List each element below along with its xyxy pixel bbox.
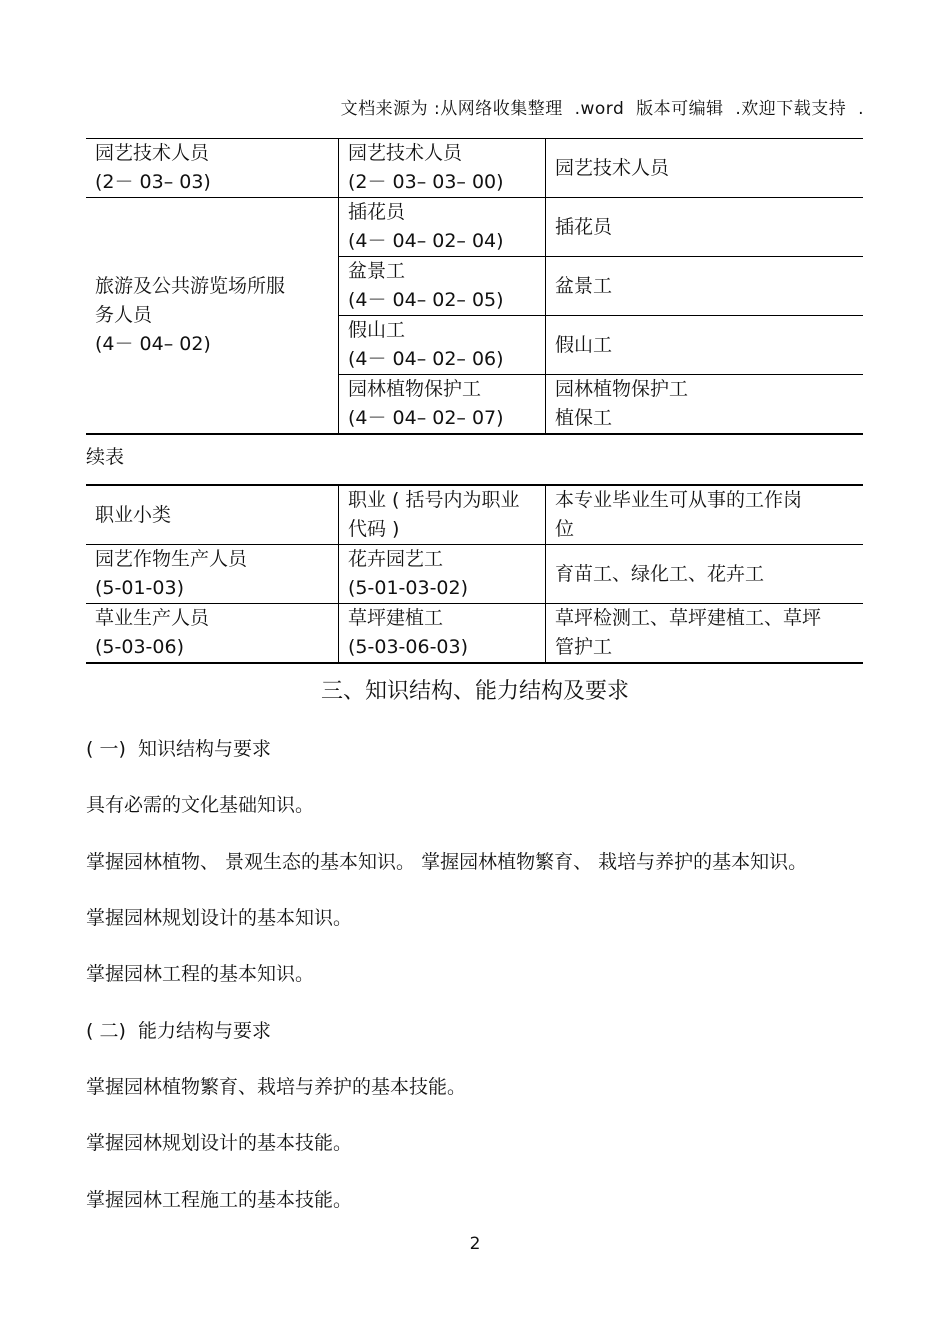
table-cell <box>339 198 546 257</box>
table-row <box>86 604 863 664</box>
table-header-cell <box>546 485 864 545</box>
continued-table <box>86 484 863 664</box>
cell-text: 植保工 <box>555 407 613 429</box>
cell-text: (5-03-06-03) <box>348 636 469 658</box>
cell-text: 草坪检测工、草坪建植工、草坪 <box>555 607 822 629</box>
cell-text: (4－ 04– 02– 05) <box>348 289 504 311</box>
table-cell <box>546 604 864 664</box>
cell-text: 代码 ) <box>348 518 400 540</box>
cell-text: 草业生产人员 <box>95 607 210 629</box>
table-cell <box>86 198 339 435</box>
cell-text: (4－ 04– 02– 04) <box>348 230 504 252</box>
cell-text: (4－ 04– 02) <box>95 333 211 355</box>
cell-text: 务人员 <box>95 304 153 326</box>
table-header-row <box>86 485 863 545</box>
table-cell <box>546 198 864 257</box>
cell-text: 插花员 <box>555 215 613 238</box>
cell-text: 位 <box>555 518 575 540</box>
cell-text: 园艺技术人员 <box>555 156 670 179</box>
table-cell <box>339 375 546 435</box>
cell-text: 园林植物保护工 <box>348 378 482 400</box>
table-cell <box>546 545 864 604</box>
occupation-table <box>86 138 863 435</box>
cell-text: (2－ 03– 03) <box>95 171 211 193</box>
continued-label: 续表 <box>86 446 125 468</box>
table-row <box>86 139 863 198</box>
table-header-cell <box>86 485 339 545</box>
ability-item: 掌握园林工程施工的基本技能。 <box>86 1189 353 1211</box>
table-cell <box>339 545 546 604</box>
cell-text: 草坪建植工 <box>348 607 444 629</box>
cell-text: 园艺技术人员 <box>348 142 463 164</box>
cell-text: (5-01-03-02) <box>348 577 469 599</box>
cell-text: (4－ 04– 02– 07) <box>348 407 504 429</box>
table-cell <box>339 257 546 316</box>
table-cell <box>86 545 339 604</box>
table-cell <box>339 139 546 198</box>
cell-text: 园艺技术人员 <box>95 142 210 164</box>
table-cell <box>86 604 339 664</box>
cell-text: (4－ 04– 02– 06) <box>348 348 504 370</box>
cell-text: 职业 ( 括号内为职业 <box>348 489 520 511</box>
knowledge-item: 掌握园林规划设计的基本知识。 <box>86 907 353 929</box>
knowledge-item: 具有必需的文化基础知识。 <box>86 794 315 816</box>
knowledge-heading: ( 一) 知识结构与要求 <box>86 738 271 760</box>
cell-text: 旅游及公共游览场所服 <box>95 275 286 297</box>
cell-text: 育苗工、绿化工、花卉工 <box>555 562 765 585</box>
table-cell <box>546 375 864 435</box>
table-cell <box>546 257 864 316</box>
cell-text: 假山工 <box>555 333 613 356</box>
ability-item: 掌握园林植物繁育、栽培与养护的基本技能。 <box>86 1076 467 1098</box>
table-row <box>86 198 863 257</box>
cell-text: 花卉园艺工 <box>348 548 444 570</box>
table-cell <box>339 316 546 375</box>
cell-text: 职业小类 <box>95 503 172 526</box>
cell-text: (2－ 03– 03– 00) <box>348 171 504 193</box>
section-title: 三、知识结构、能力结构及要求 <box>320 679 629 704</box>
cell-text: 假山工 <box>348 319 406 341</box>
knowledge-item: 掌握园林工程的基本知识。 <box>86 963 315 985</box>
cell-text: 插花员 <box>348 201 406 223</box>
cell-text: 盆景工 <box>555 274 613 297</box>
page-header: 文档来源为 :从网络收集整理 .word 版本可编辑 .欢迎下载支持 . <box>340 99 864 119</box>
table-cell <box>546 139 864 198</box>
ability-heading: ( 二) 能力结构与要求 <box>86 1020 271 1042</box>
ability-item: 掌握园林规划设计的基本技能。 <box>86 1132 353 1154</box>
knowledge-item: 掌握园林植物、 景观生态的基本知识。 掌握园林植物繁育、 栽培与养护的基本知识。 <box>86 851 808 873</box>
cell-text: 管护工 <box>555 636 613 658</box>
table-row <box>86 545 863 604</box>
cell-text: (5-01-03) <box>95 577 184 599</box>
cell-text: 本专业毕业生可从事的工作岗 <box>555 489 803 511</box>
table-cell <box>339 604 546 664</box>
table-cell <box>86 139 339 198</box>
cell-text: 园艺作物生产人员 <box>95 548 248 570</box>
cell-text: (5-03-06) <box>95 636 184 658</box>
table-cell <box>546 316 864 375</box>
cell-text: 盆景工 <box>348 260 406 282</box>
cell-text: 园林植物保护工 <box>555 378 689 400</box>
page-number: 2 <box>469 1234 481 1254</box>
table-header-cell <box>339 485 546 545</box>
